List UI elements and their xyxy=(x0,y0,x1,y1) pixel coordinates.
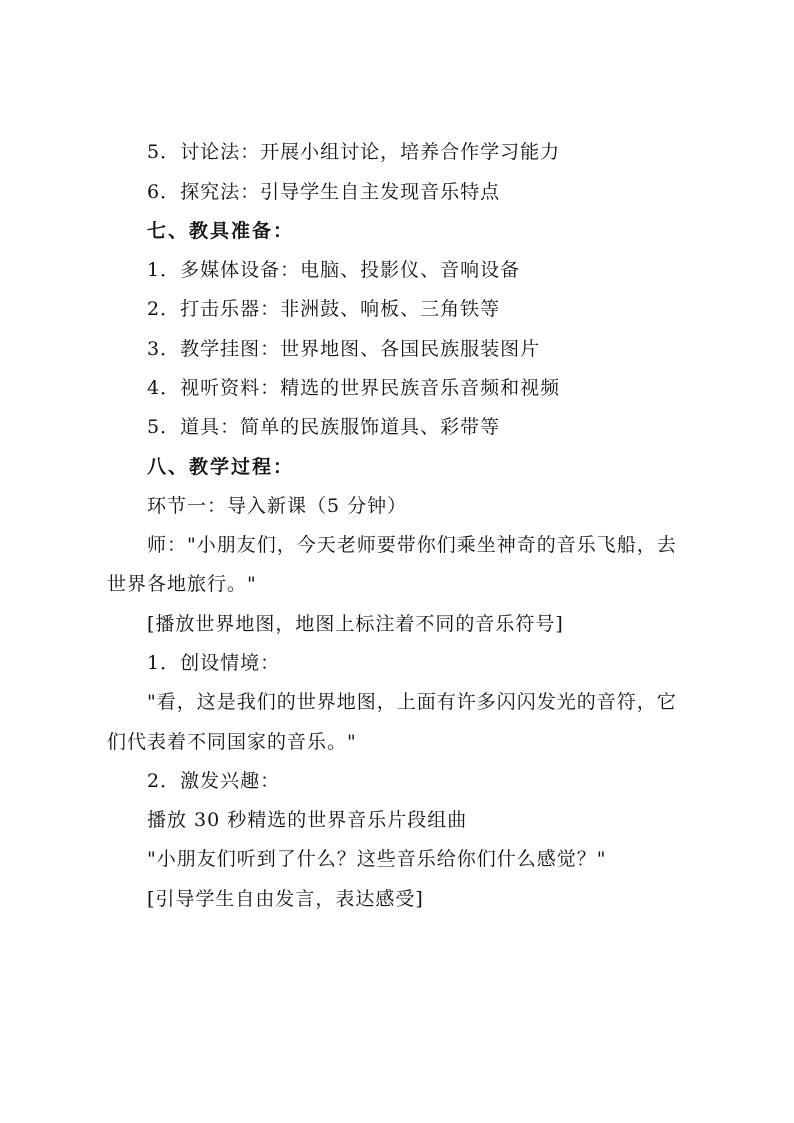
teacher-speech-line-1: 师："小朋友们，今天老师要带你们乘坐神奇的音乐飞船，去 xyxy=(147,534,677,556)
stage-direction-map: [播放世界地图，地图上标注着不同的音乐符号] xyxy=(147,613,564,635)
aid-audiovisual: 4．视听资料：精选的世界民族音乐音频和视频 xyxy=(147,377,561,399)
aid-props: 5．道具：简单的民族服饰道具、彩带等 xyxy=(147,416,501,438)
teacher-speech-line-2: 世界各地旅行。" xyxy=(107,573,257,595)
method-discussion: 5．讨论法：开展小组讨论，培养合作学习能力 xyxy=(147,141,561,163)
situation-speech-line-1: "看，这是我们的世界地图，上面有许多闪闪发光的音符，它 xyxy=(147,691,677,713)
aid-percussion: 2．打击乐器：非洲鼓、响板、三角铁等 xyxy=(147,298,501,320)
stage-one-title: 环节一：导入新课（5 分钟） xyxy=(147,495,408,517)
step-spark-interest: 2．激发兴趣： xyxy=(147,770,281,792)
section-heading-teaching-process: 八、教学过程： xyxy=(147,456,295,478)
aid-wall-charts: 3．教学挂图：世界地图、各国民族服装图片 xyxy=(147,338,541,360)
stage-direction-discussion: [引导学生自由发言，表达感受] xyxy=(147,888,424,910)
play-music-medley: 播放 30 秒精选的世界音乐片段组曲 xyxy=(147,809,468,831)
aid-multimedia: 1．多媒体设备：电脑、投影仪、音响设备 xyxy=(147,259,521,281)
method-inquiry: 6．探究法：引导学生自主发现音乐特点 xyxy=(147,181,501,203)
step-create-situation: 1．创设情境： xyxy=(147,652,281,674)
section-heading-teaching-aids: 七、教具准备： xyxy=(147,220,295,242)
question-speech: "小朋友们听到了什么？这些音乐给你们什么感觉？" xyxy=(147,848,607,870)
situation-speech-line-2: 们代表着不同国家的音乐。" xyxy=(107,731,357,753)
